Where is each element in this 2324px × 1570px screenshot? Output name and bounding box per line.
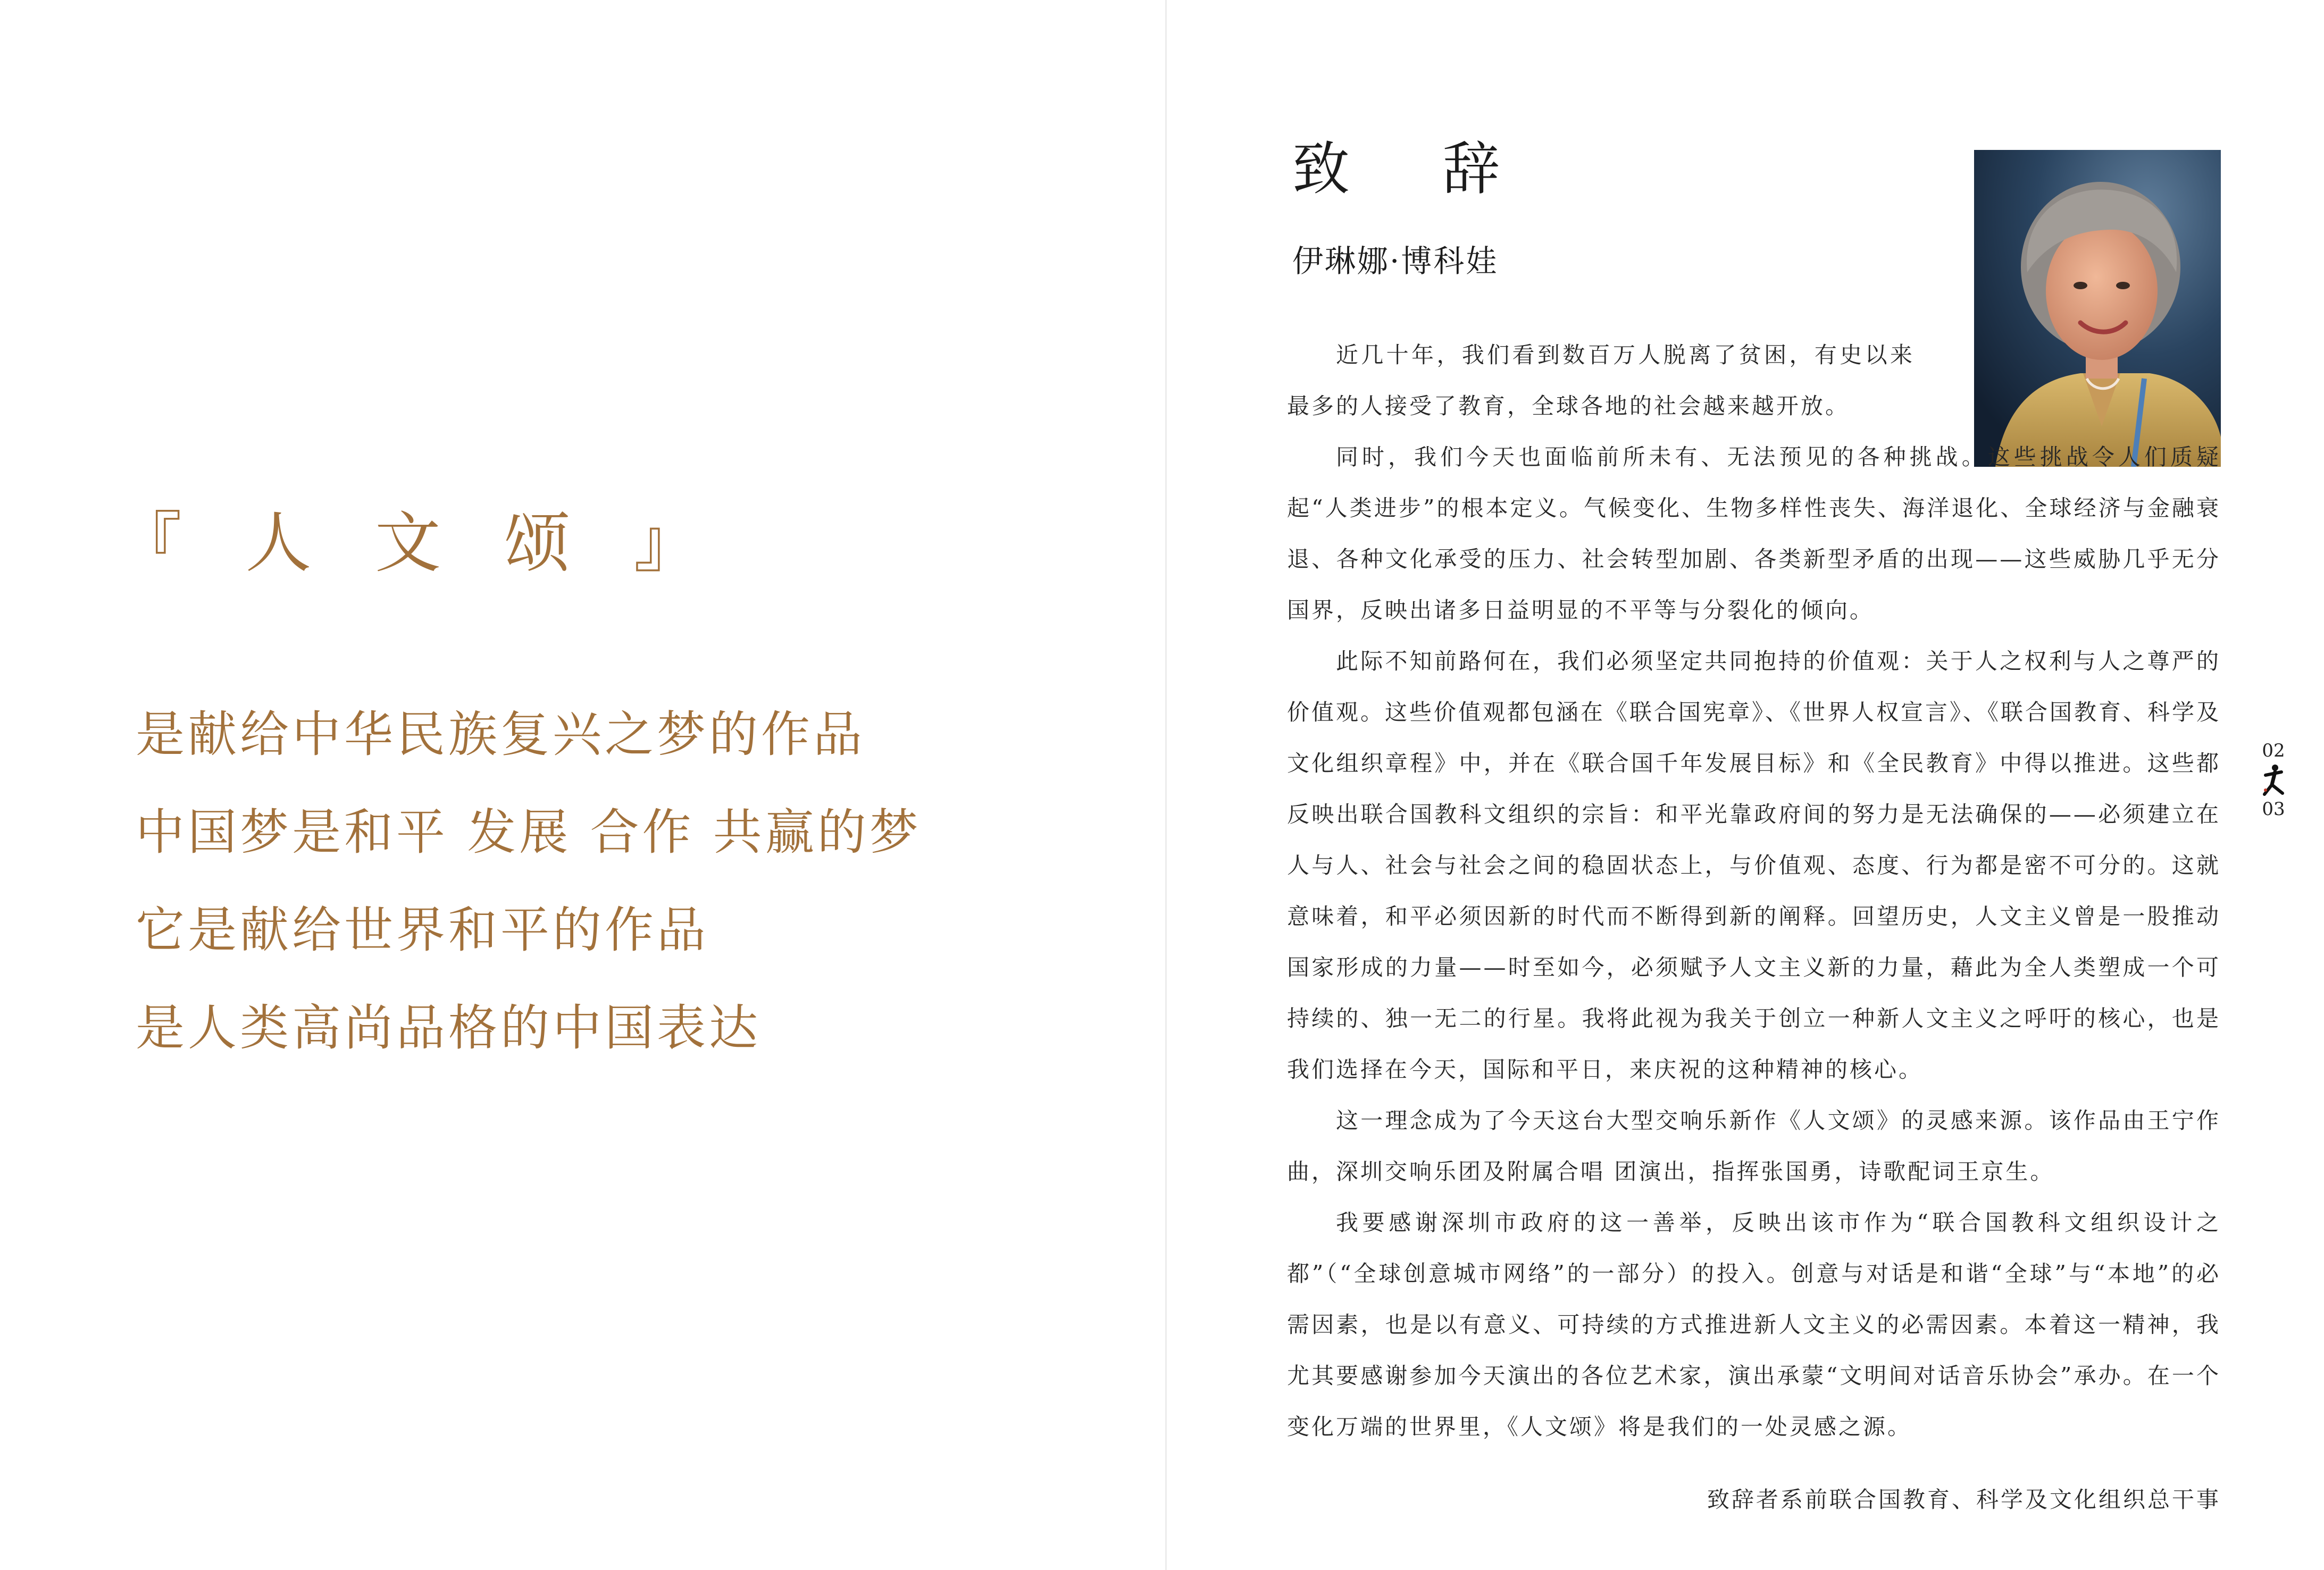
page-title: 致 辞 xyxy=(1292,136,1537,203)
paragraph: 这一理念成为了今天这台大型交响乐新作《人文颂》的灵感来源。该作品由王宁作曲，深圳交响乐团及附属合唱 团演出，指挥张国勇，诗歌配词王京生。 xyxy=(1287,1107,2221,1185)
page-gutter xyxy=(1165,0,1167,1570)
signature-line: 致辞者系前联合国教育、科学及文化组织总干事 xyxy=(1707,1487,2221,1513)
left-page-title: 『 人 文 颂 』 xyxy=(116,505,721,582)
speech-body xyxy=(1287,330,2221,1453)
page-number-right: 03 xyxy=(2262,799,2285,820)
poem-block xyxy=(136,686,922,1077)
poem-line: 是献给中华民族复兴之梦的作品 xyxy=(136,706,866,763)
poem-line: 它是献给世界和平的作品 xyxy=(136,902,709,959)
paragraph: 近几十年，我们看到数百万人脱离了贫困，有史以来最多的人接受了教育，全球各地的社会越来越开放。 xyxy=(1287,342,1915,419)
author-name: 伊琳娜·博科娃 xyxy=(1292,243,1499,279)
paragraph: 同时，我们今天也面临前所未有、无法预见的各种挑战。这些挑战令人们质疑起“人类进步”的根本定义。气候变化、生物多样性丧失、海洋退化、全球经济与金融衰退、各种文化承受的压力、社会转型加剧、各类新型矛盾的出现——这些威胁几乎无分国界，反映出诸多日益明显的不平等与分裂化的倾向。 xyxy=(1287,444,2221,623)
page-number-left: 02 xyxy=(2262,740,2285,761)
dancer-icon xyxy=(2260,763,2287,796)
page-number-mark xyxy=(2255,740,2292,820)
poem-line: 是人类高尚品格的中国表达 xyxy=(136,1000,762,1056)
paragraph: 我要感谢深圳市政府的这一善举，反映出该市作为“联合国教科文组织设计之都”（“全球创意城市网络”的一部分）的投入。创意与对话是和谐“全球”与“本地”的必需因素，也是以有意义、可持续的方式推进新人文主义的必需因素。本着这一精神，我尤其要感谢参加今天演出的各位艺术家，演出承蒙“文明间对话音乐协会”承办。在一个变化万端的世界里，《人文颂》将是我们的一处灵感之源。 xyxy=(1287,1210,2221,1440)
poem-line: 中国梦是和平 发展 合作 共赢的梦 xyxy=(136,804,922,861)
paragraph: 此际不知前路何在，我们必须坚定共同抱持的价值观：关于人之权利与人之尊严的价值观。这些价值观都包涵在《联合国宪章》、《世界人权宣言》、《联合国教育、科学及文化组织章程》中，并在《联合国千年发展目标》和《全民教育》中得以推进。这些都反映出联合国教科文组织的宗旨：和平光靠政府间的努力是无法确保的——必须建立在人与人、社会与社会之间的稳固状态上，与价值观、态度、行为都是密不可分的。这就意味着，和平必须因新的时代而不断得到新的阐释。回望历史，人文主义曾是一股推动国家形成的力量——时至如今，必须赋予人文主义新的力量，藉此为全人类塑成一个可持续的、独一无二的行星。我将此视为我关于创立一种新人文主义之呼吁的核心，也是我们选择在今天，国际和平日，来庆祝的这种精神的核心。 xyxy=(1287,648,2221,1082)
